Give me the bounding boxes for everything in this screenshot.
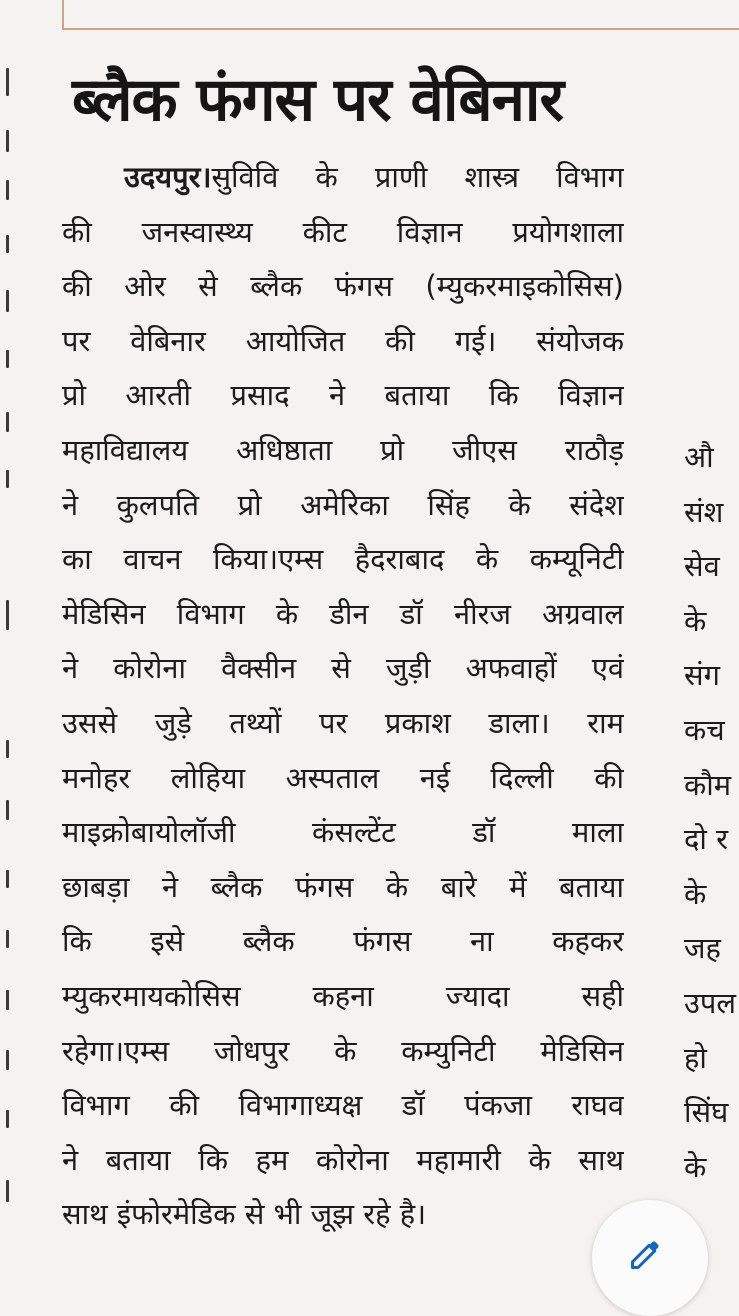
edit-button[interactable] — [592, 1200, 708, 1316]
adjacent-column-fragment: जह — [684, 931, 721, 966]
pencil-icon — [628, 1236, 664, 1272]
article-first-line: सुविवि के प्राणी शास्त्र विभाग — [211, 160, 624, 194]
adjacent-column-fragment: सिंघ — [684, 1095, 729, 1130]
adjacent-column-fragment: के — [684, 1149, 707, 1184]
previous-column-edge — [0, 40, 14, 1280]
article-line: ने कुलपति प्रो अमेरिका सिंह के संदेश — [62, 487, 624, 522]
article-line: उससे जुड़े तथ्यों पर प्रकाश डाला। राम — [62, 705, 624, 740]
adjacent-column-fragment: कच — [684, 712, 725, 747]
column-tick — [6, 180, 9, 200]
article-line: ने कोरोना वैक्सीन से जुड़ी अफवाहों एवं — [62, 651, 624, 686]
column-tick — [6, 1110, 9, 1128]
column-tick — [6, 870, 9, 888]
article-line: का वाचन किया।एम्स हैदराबाद के कम्यूनिटी — [62, 542, 624, 577]
adjacent-column-fragment: दो र — [684, 822, 728, 857]
column-tick — [6, 470, 9, 488]
article-line: पर वेबिनार आयोजित की गई। संयोजक — [62, 323, 624, 358]
adjacent-column-fragment: उपल — [684, 985, 737, 1020]
column-tick — [6, 130, 9, 152]
adjacent-column-fragment: औ — [684, 440, 714, 474]
column-tick — [6, 1180, 9, 1202]
column-tick — [6, 412, 9, 432]
article-line: माइक्रोबायोलॉजी कंसल्टेंट डॉ माला — [62, 815, 624, 850]
column-tick — [6, 290, 9, 312]
article-line: विभाग की विभागाध्यक्ष डॉ पंकजा राघव — [62, 1088, 624, 1123]
article-line: प्रो आरती प्रसाद ने बताया कि विज्ञान — [62, 378, 624, 413]
article-line: ने बताया कि हम कोरोना महामारी के साथ — [62, 1142, 624, 1177]
column-tick — [6, 740, 9, 758]
column-tick — [6, 235, 9, 253]
column-tick — [6, 600, 9, 630]
headline: ब्लैक फंगस पर वेबिनार — [72, 65, 564, 135]
article-line — [62, 150, 624, 205]
dateline: उदयपुर। — [124, 160, 212, 194]
adjacent-column-fragment: हो — [684, 1040, 707, 1075]
adjacent-column-fragment: के — [684, 603, 707, 638]
adjacent-column-fragment: कौम — [684, 767, 732, 802]
article-line: साथ इंफोरमेडिक से भी जूझ रहे है। — [62, 1197, 427, 1232]
article-body — [62, 150, 624, 1242]
adjacent-column-fragment: संश — [684, 494, 724, 529]
column-tick — [6, 68, 9, 96]
article-line: मेडिसिन विभाग के डीन डॉ नीरज अग्रवाल — [62, 596, 624, 631]
article-line: की जनस्वास्थ्य कीट विज्ञान प्रयोगशाला — [62, 214, 624, 249]
column-border — [62, 0, 739, 30]
article-line: महाविद्यालय अधिष्ठाता प्रो जीएस राठौड़ — [62, 432, 624, 467]
column-tick — [6, 800, 9, 820]
article-line: म्युकरमायकोसिस कहना ज्यादा सही — [62, 978, 624, 1013]
article-line: की ओर से ब्लैक फंगस (म्युकरमाइकोसिस) — [62, 269, 624, 304]
adjacent-column-text — [684, 430, 739, 1194]
column-tick — [6, 350, 9, 368]
article-line: मनोहर लोहिया अस्पताल नई दिल्ली की — [62, 760, 624, 795]
column-tick — [6, 990, 9, 1010]
adjacent-column-fragment: सेव — [684, 549, 720, 584]
adjacent-column-fragment: के — [684, 876, 707, 911]
article-line: रहेगा।एम्स जोधपुर के कम्युनिटी मेडिसिन — [62, 1033, 624, 1068]
column-tick — [6, 930, 9, 948]
adjacent-column-fragment: संग — [684, 658, 720, 693]
article-line: छाबड़ा ने ब्लैक फंगस के बारे में बताया — [62, 869, 624, 904]
column-tick — [6, 1050, 9, 1070]
article-line: कि इसे ब्लैक फंगस ना कहकर — [62, 924, 624, 959]
